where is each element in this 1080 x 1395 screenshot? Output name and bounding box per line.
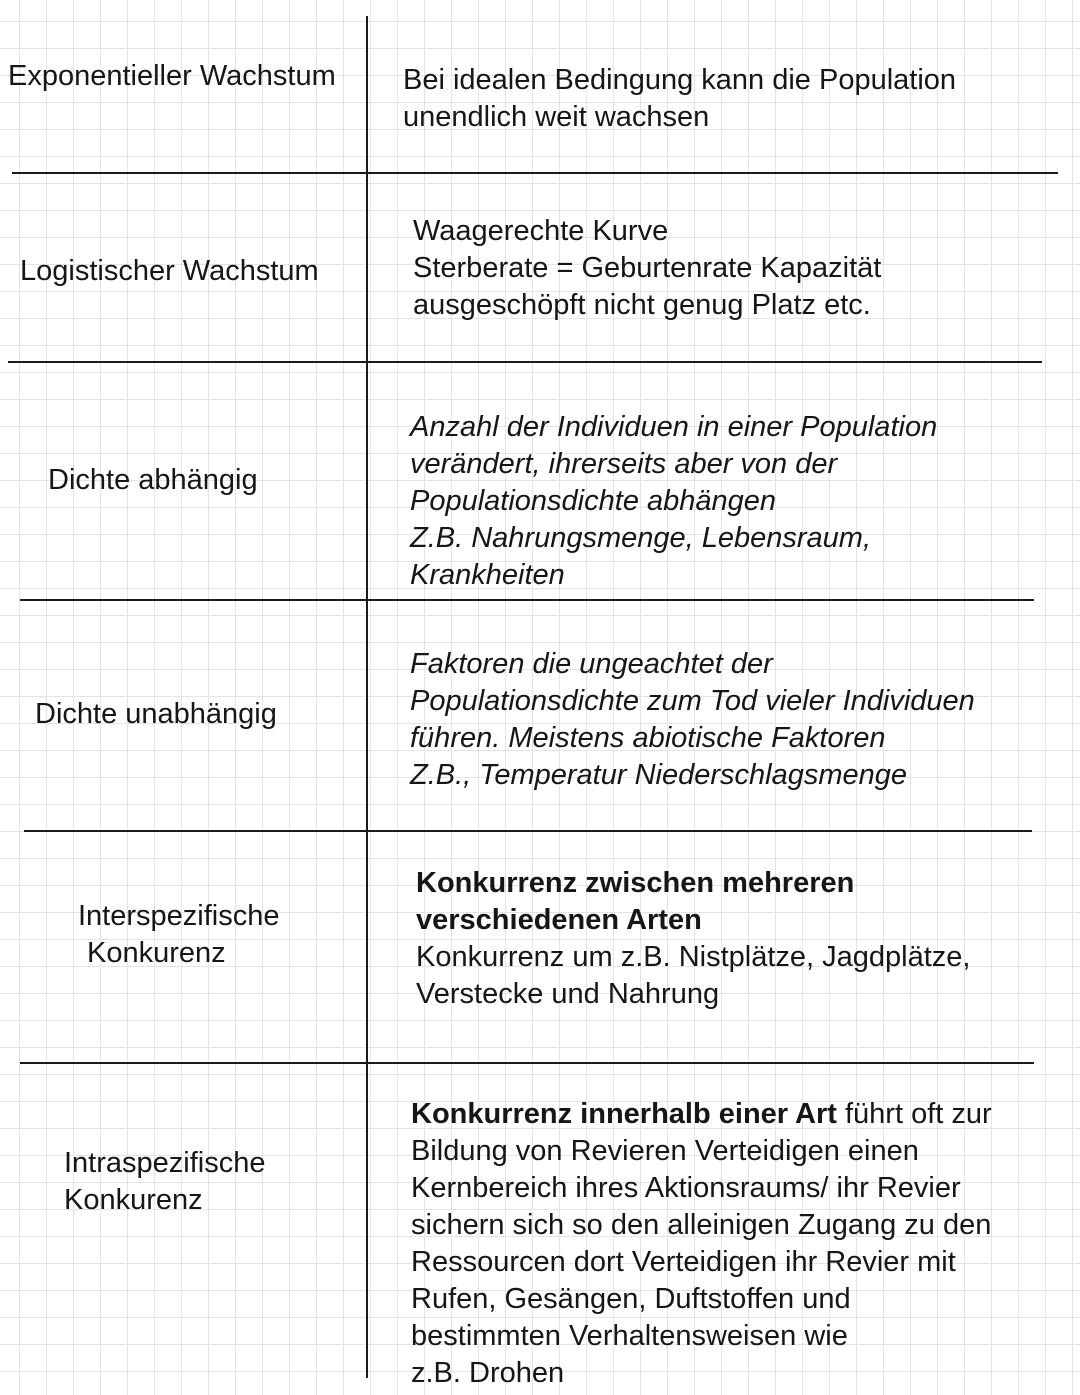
definition-line: z.B. Drohen <box>411 1357 565 1389</box>
definition-line: Populationsdichte abhängen <box>410 485 777 517</box>
term-intraspecific-competition <box>64 1145 266 1219</box>
definition-exponential-growth <box>403 62 956 136</box>
definition-line: sichern sich so den alleinigen Zugang zu den <box>411 1209 992 1241</box>
term-exponential-growth: Exponentieller Wachstum <box>8 60 336 92</box>
definition-line: Rufen, Gesängen, Duftstoffen und <box>411 1283 851 1315</box>
definition-line: Z.B., Temperatur Niederschlagsmenge <box>410 759 907 791</box>
definition-line-lead <box>411 1096 992 1133</box>
term-line: Intraspezifische <box>64 1147 266 1179</box>
term-line: Konkurenz <box>87 937 226 969</box>
definition-line: Ressourcen dort Verteidigen ihr Revier mit <box>411 1246 956 1278</box>
definition-line: Krankheiten <box>410 559 565 591</box>
definition-line: Populationsdichte zum Tod vieler Individuen <box>410 685 975 717</box>
definition-line: Verstecke und Nahrung <box>416 978 720 1010</box>
definition-line: Konkurrenz zwischen mehreren <box>416 867 855 899</box>
definition-interspecific-competition <box>416 865 970 1013</box>
definition-line: Bei idealen Bedingung kann die Population <box>403 64 957 96</box>
definition-line: Konkurrenz um z.B. Nistplätze, Jagdplätze, <box>416 941 971 973</box>
definition-line: Kernbereich ihres Aktionsraums/ ihr Revier <box>411 1172 961 1204</box>
row-divider-2 <box>8 361 1042 363</box>
column-divider <box>366 16 368 1378</box>
row-divider-4 <box>24 830 1032 832</box>
term-logistic-growth: Logistischer Wachstum <box>20 255 319 287</box>
definition-line: Z.B. Nahrungsmenge, Lebensraum, <box>410 522 872 554</box>
term-line: Interspezifische <box>78 900 280 932</box>
definition-line: unendlich weit wachsen <box>403 101 710 133</box>
term-interspecific-competition <box>78 898 280 972</box>
definition-line: führen. Meistens abiotische Faktoren <box>410 722 886 754</box>
row-divider-3 <box>20 599 1034 601</box>
definition-line: Bildung von Revieren Verteidigen einen <box>411 1135 919 1167</box>
term-density-independent: Dichte unabhängig <box>35 698 277 730</box>
term-line: Konkurenz <box>64 1184 203 1216</box>
definition-line: Sterberate = Geburtenrate Kapazität <box>413 252 882 284</box>
term-density-dependent: Dichte abhängig <box>48 464 258 496</box>
definition-line: Faktoren die ungeachtet der <box>410 648 773 680</box>
row-divider-5 <box>20 1062 1034 1064</box>
definition-density-dependent <box>410 409 937 594</box>
lead-rest: führt oft zur <box>836 1098 992 1130</box>
definition-line: bestimmten Verhaltensweisen wie <box>411 1320 848 1352</box>
definition-line: verändert, ihrerseits aber von der <box>410 448 838 480</box>
definition-line: ausgeschöpft nicht genug Platz etc. <box>413 289 871 321</box>
definition-line: Waagerechte Kurve <box>413 215 669 247</box>
definition-logistic-growth <box>413 213 881 324</box>
definition-intraspecific-competition <box>411 1096 992 1392</box>
row-divider-1 <box>12 172 1058 174</box>
definition-line: verschiedenen Arten <box>416 904 702 936</box>
definition-density-independent <box>410 646 975 794</box>
definition-line: Anzahl der Individuen in einer Population <box>410 411 938 443</box>
bold-lead: Konkurrenz innerhalb einer Art <box>411 1098 837 1130</box>
